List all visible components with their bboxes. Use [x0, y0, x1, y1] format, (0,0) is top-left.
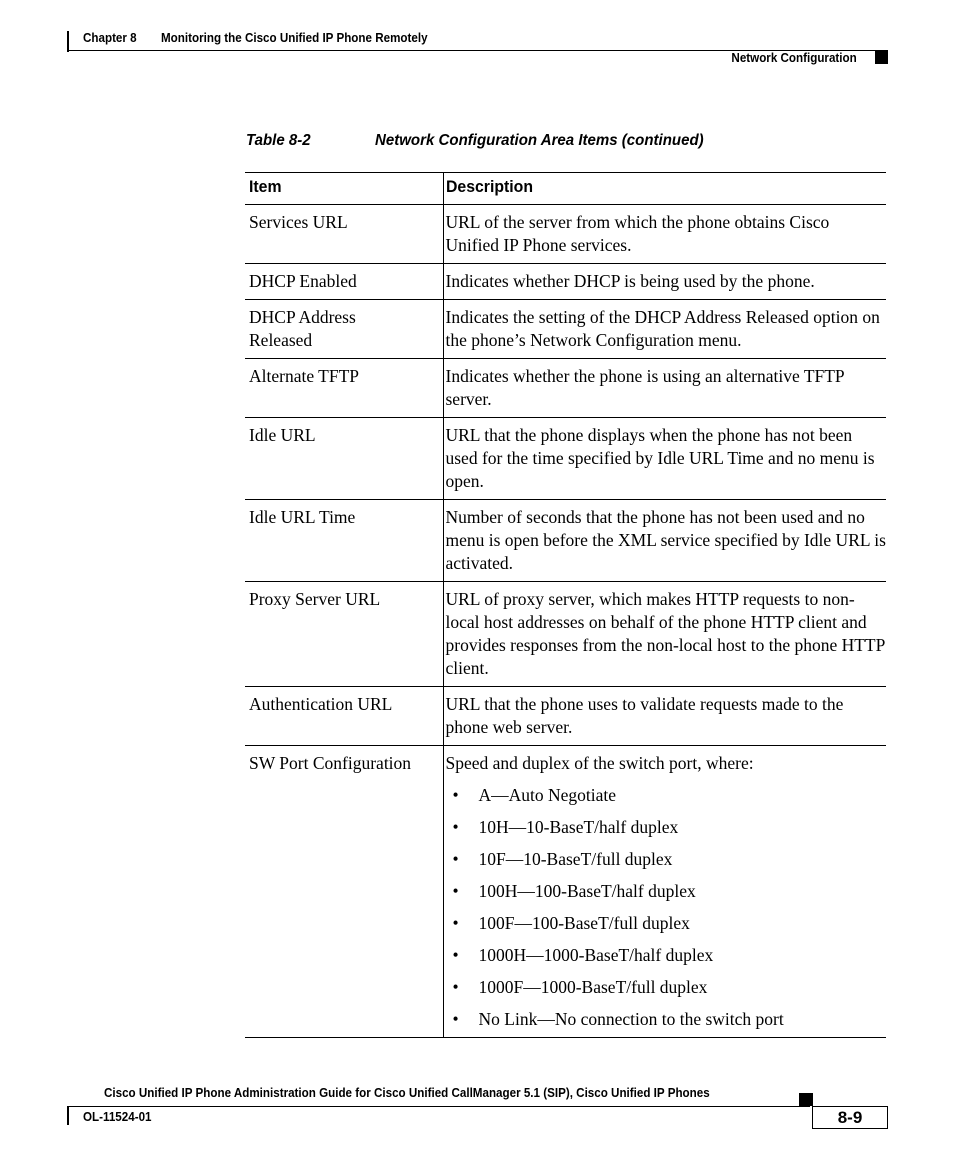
item-cell: Idle URL	[245, 418, 443, 500]
item-cell: Idle URL Time	[245, 500, 443, 582]
item-cell: Proxy Server URL	[245, 582, 443, 687]
table-row	[245, 300, 886, 359]
port-options-list	[446, 784, 887, 1031]
bullet-icon: •	[452, 977, 459, 997]
bullet-icon: •	[452, 945, 459, 965]
header-left-bar	[67, 31, 69, 52]
table-caption-title: Network Configuration Area Items (continued)	[375, 132, 704, 149]
description-cell: Indicates whether DHCP is being used by the phone.	[443, 264, 886, 300]
table-row	[245, 687, 886, 746]
bullet-icon: •	[452, 817, 459, 837]
item-cell: DHCP Address Released	[245, 300, 443, 359]
chapter-number: Chapter 8	[83, 31, 137, 45]
description-cell: Number of seconds that the phone has not been used and no menu is open before the XML service specified by Idle URL is activated.	[443, 500, 886, 582]
bullet-icon: •	[452, 913, 459, 933]
description-cell: URL that the phone uses to validate requests made to the phone web server.	[443, 687, 886, 746]
footer-marker-block	[799, 1093, 813, 1106]
list-item: • A—Auto Negotiate	[452, 785, 617, 805]
description-cell: URL that the phone displays when the phone has not been used for the time specified by Idle URL Time and no menu is open.	[443, 418, 886, 500]
column-header-description: Description	[443, 173, 886, 205]
header-marker-block	[875, 51, 888, 64]
bullet-icon: •	[452, 785, 459, 805]
table-row	[245, 418, 886, 500]
table-row	[245, 582, 886, 687]
description-cell: Indicates whether the phone is using an alternative TFTP server.	[443, 359, 886, 418]
description-intro: Speed and duplex of the switch port, where:	[445, 753, 754, 773]
list-item: • 1000H—1000-BaseT/half duplex	[452, 945, 714, 965]
list-item: • 10F—10-BaseT/full duplex	[452, 849, 673, 869]
guide-title: Cisco Unified IP Phone Administration Guide for Cisco Unified CallManager 5.1 (SIP), Cisco Unified IP Phones	[104, 1086, 710, 1100]
list-item: • 10H—10-BaseT/half duplex	[452, 817, 679, 837]
table-row	[245, 500, 886, 582]
item-cell: SW Port Configuration	[245, 746, 443, 1038]
list-item: • 100H—100-BaseT/half duplex	[452, 881, 696, 901]
table-row	[245, 359, 886, 418]
footer-rule	[67, 1106, 810, 1107]
table-row	[245, 746, 886, 1038]
list-item: • 1000F—1000-BaseT/full duplex	[452, 977, 708, 997]
item-cell: Services URL	[245, 205, 443, 264]
table-caption-number: Table 8-2	[246, 132, 311, 149]
description-cell: URL of proxy server, which makes HTTP requests to non-local host addresses on behalf of the phone HTTP client and provides responses from the non-local host to the phone HTTP client.	[443, 582, 886, 687]
network-configuration-table	[245, 172, 886, 1038]
bullet-icon: •	[452, 849, 459, 869]
bullet-icon: •	[452, 881, 459, 901]
list-item: • 100F—100-BaseT/full duplex	[452, 913, 690, 933]
description-cell	[443, 746, 886, 1038]
table-row	[245, 264, 886, 300]
table-row	[245, 205, 886, 264]
table-header-row	[245, 173, 886, 205]
chapter-title: Monitoring the Cisco Unified IP Phone Remotely	[161, 31, 428, 45]
page-number: 8-9	[812, 1106, 888, 1129]
description-cell: URL of the server from which the phone obtains Cisco Unified IP Phone services.	[443, 205, 886, 264]
footer-left-bar	[67, 1106, 69, 1125]
document-number: OL-11524-01	[83, 1110, 152, 1124]
list-item: • No Link—No connection to the switch port	[452, 1009, 784, 1029]
item-cell: DHCP Enabled	[245, 264, 443, 300]
description-cell: Indicates the setting of the DHCP Address Released option on the phone’s Network Configuration menu.	[443, 300, 886, 359]
item-cell: Authentication URL	[245, 687, 443, 746]
section-title: Network Configuration	[731, 51, 857, 65]
column-header-item: Item	[245, 173, 443, 205]
item-cell: Alternate TFTP	[245, 359, 443, 418]
bullet-icon: •	[452, 1009, 459, 1029]
